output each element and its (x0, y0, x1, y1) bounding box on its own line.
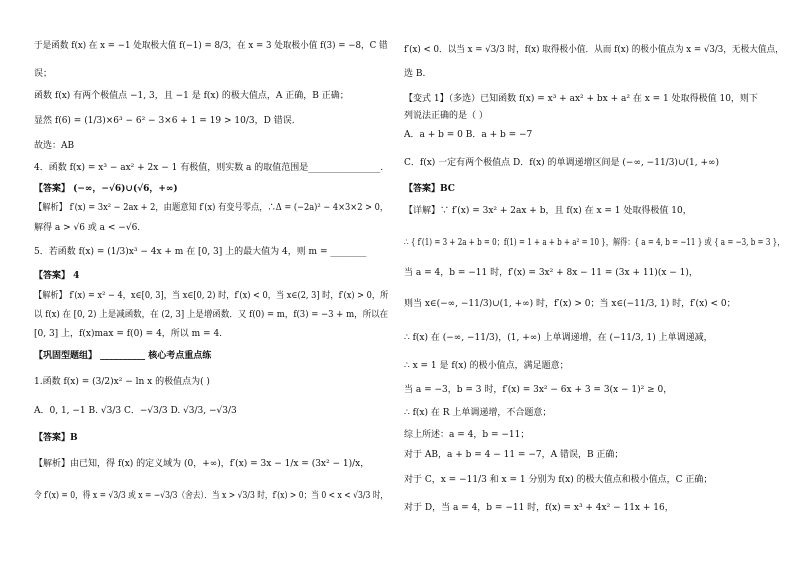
left-line-8: 【解析】 f′(x) = 3x² − 2ax + 2，由题意知 f′(x) 有变号零点，∴Δ = (−2a)² − 4×3×2 > 0， (34, 203, 389, 213)
right-line-18: 对于 C，x = −11/3 和 x = 1 分别为 f(x) 的极大值点和极小值点，C 正确； (404, 475, 713, 485)
right-line-11: 则当 x∈(−∞, −11/3)∪(1, +∞) 时，f′(x) > 0；当 x∈(−11/3, 1) 时，f′(x) < 0； (404, 299, 736, 309)
left-line-14: [0, 3] 上，f(x)max = f(0) = 4，所以 m = 4. (34, 329, 223, 339)
left-line-6: 4．函数 f(x) = x³ − ax² + 2x − 1 有极值，则实数 a 的取值范围是________________. (34, 163, 384, 173)
right-line-16: 综上所述：a = 4，b = −11； (404, 430, 530, 440)
left-line-13: 以 f(x) 在 [0, 2) 上是减函数，在 (2, 3] 上是增函数．又 f(0) = m，f(3) = −3 + m，所以在 (34, 310, 389, 320)
left-line-16: 1.函数 f(x) = (3/2)x² − ln x 的极值点为( ) (34, 377, 210, 387)
right-line-19: 对于 D，当 a = 4，b = −11 时，f(x) = x³ + 4x² − 11x + 16， (404, 503, 674, 513)
left-line-5: 故选：AB (34, 141, 75, 151)
right-line-12: ∴ f(x) 在 (−∞, −11/3)，(1, +∞) 上单调递增，在 (−11/3, 1) 上单调递减， (404, 333, 713, 343)
right-line-7: 【答案】BC (404, 184, 455, 194)
left-line-9: 解得 a > √6 或 a < −√6. (34, 223, 141, 233)
left-line-11: 【答案】 4 (34, 271, 80, 281)
left-line-20: 令 f′(x) = 0，得 x = √3/3 或 x = −√3/3（舍去）．当 x > √3/3 时，f′(x) > 0；当 0 < x < √3/3 时， (34, 491, 389, 501)
left-line-12: 【解析】 f′(x) = x² − 4，x∈[0, 3]，当 x∈[0, 2) 时，f′(x) < 0，当 x∈(2, 3] 时，f′(x) > 0，所 (34, 291, 389, 301)
right-line-5: A．a + b = 0 B．a + b = −7 (404, 130, 533, 140)
left-line-2: 误； (34, 69, 53, 79)
right-line-2: 选 B. (404, 69, 426, 79)
left-line-4: 显然 f(6) = (1/3)×6³ − 6² − 3×6 + 1 = 19 > 10/3，D 错误. (34, 116, 295, 126)
left-line-18: 【答案】B (34, 433, 78, 443)
right-line-10: 当 a = 4，b = −11 时，f′(x) = 3x² + 8x − 11 = (3x + 11)(x − 1)， (404, 268, 698, 278)
right-line-15: ∴ f(x) 在 R 上单调递增，不合题意； (404, 408, 552, 418)
left-line-1: 于是函数 f(x) 在 x = −1 处取极大值 f(−1) = 8/3，在 x = 3 处取极小值 f(3) = −8，C 错 (34, 41, 388, 51)
right-line-13: ∴ x = 1 是 f(x) 的极小值点，满足题意； (404, 361, 569, 371)
left-line-10: 5．若函数 f(x) = (1/3)x³ − 4x + m 在 [0, 3] 上的最大值为 4，则 m = ________ (34, 247, 367, 257)
right-line-1: f′(x) < 0．以当 x = √3/3 时，f(x) 取得极小值．从而 f(x) 的极小值点为 x = √3/3，无极大值点， (404, 45, 784, 55)
right-line-4: 列说法正确的是（ ） (404, 111, 488, 121)
left-line-7: 【答案】 (−∞，−√6)∪(√6，+∞) (34, 184, 178, 194)
right-line-17: 对于 AB，a + b = 4 − 11 = −7，A 错误，B 正确； (404, 450, 624, 460)
left-line-19: 【解析】由已知，得 f(x) 的定义域为 (0，+∞)，f′(x) = 3x − 1/x = (3x² − 1)/x， (34, 459, 370, 469)
right-line-6: C．f(x) 一定有两个极值点 D．f(x) 的单调递增区间是 (−∞, −11/3)∪(1, +∞) (404, 158, 719, 168)
left-line-15: 【巩固型题组】 __________ 核心考点重点练 (34, 351, 212, 361)
left-line-17: A．0, 1, −1 B. √3/3 C．−√3/3 D. √3/3, −√3/3 (34, 406, 237, 416)
right-line-8: 【详解】∵ f′(x) = 3x² + 2ax + b，且 f(x) 在 x = 1 处取得极值 10， (404, 206, 692, 216)
right-line-9: ∴ { f′(1) = 3 + 2a + b = 0；f(1) = 1 + a + b + a² = 10 }，解得：{ a = 4, b = −11 } 或 { a = −3, b = 3 }， (404, 238, 785, 248)
right-line-3: 【变式 1】（多选）已知函数 f(x) = x³ + ax² + bx + a² 在 x = 1 处取得极值 10，则下 (404, 94, 758, 104)
right-line-14: 当 a = −3，b = 3 时，f′(x) = 3x² − 6x + 3 = 3(x − 1)² ≥ 0， (404, 385, 673, 395)
left-line-3: 函数 f(x) 有两个极值点 −1, 3，且 −1 是 f(x) 的极大值点，A 正确，B 正确； (34, 91, 349, 101)
